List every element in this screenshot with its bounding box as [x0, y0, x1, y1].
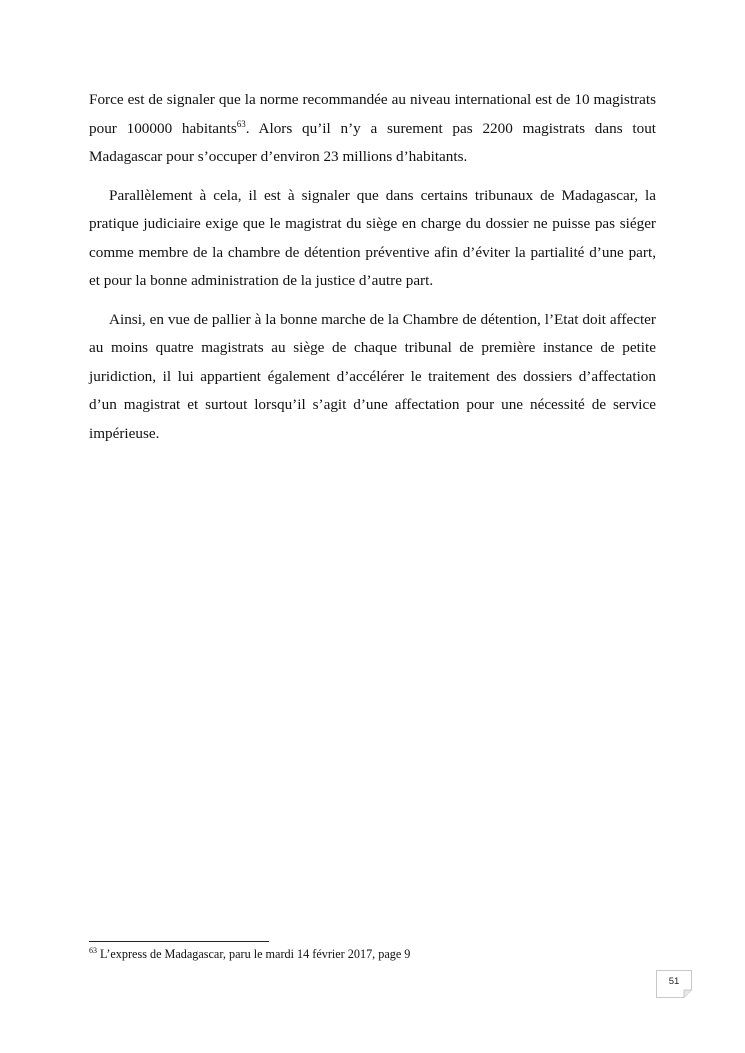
footnote-text: L’express de Madagascar, paru le mardi 14 février 2017, page 9 [100, 947, 411, 961]
footnote-reference[interactable]: 63 [236, 118, 246, 129]
paragraph-2: Parallèlement à cela, il est à signaler que dans certains tribunaux de Madagascar, la pratique judiciaire exige que le magistrat du siège en charge du dossier ne puisse pas siéger comme membre de la chambre de détention préventive afin d’éviter la partialité d’une part, et pour la bonne administration de la justice d’autre part. [89, 186, 656, 289]
footnote [89, 946, 410, 962]
body-text [89, 86, 656, 458]
page-number-box [656, 970, 692, 998]
paragraph-1-text-a: Force est de signaler que la norme recommandée au niveau international est de 10 magistrats pour 100000 habitants [89, 91, 656, 137]
paragraph-1 [89, 86, 656, 172]
footnote-number: 63 [89, 945, 97, 955]
page-number: 51 [668, 976, 680, 987]
footnote-separator [89, 941, 269, 942]
paragraph-3: Ainsi, en vue de pallier à la bonne marche de la Chambre de détention, l’Etat doit affecter au moins quatre magistrats au siège de chaque tribunal de première instance de petite juridiction, il lui appartient également d’accélérer le traitement des dossiers d’affectation d’un magistrat et surtout lorsqu’il s’agit d’une affectation pour une nécessité de service impérieuse. [89, 310, 656, 442]
paragraph-1-text-b: . Alors qu’il n’y a surement pas 2200 magistrats dans tout Madagascar pour s’occuper d’environ 23 millions d’habitants. [89, 119, 657, 165]
